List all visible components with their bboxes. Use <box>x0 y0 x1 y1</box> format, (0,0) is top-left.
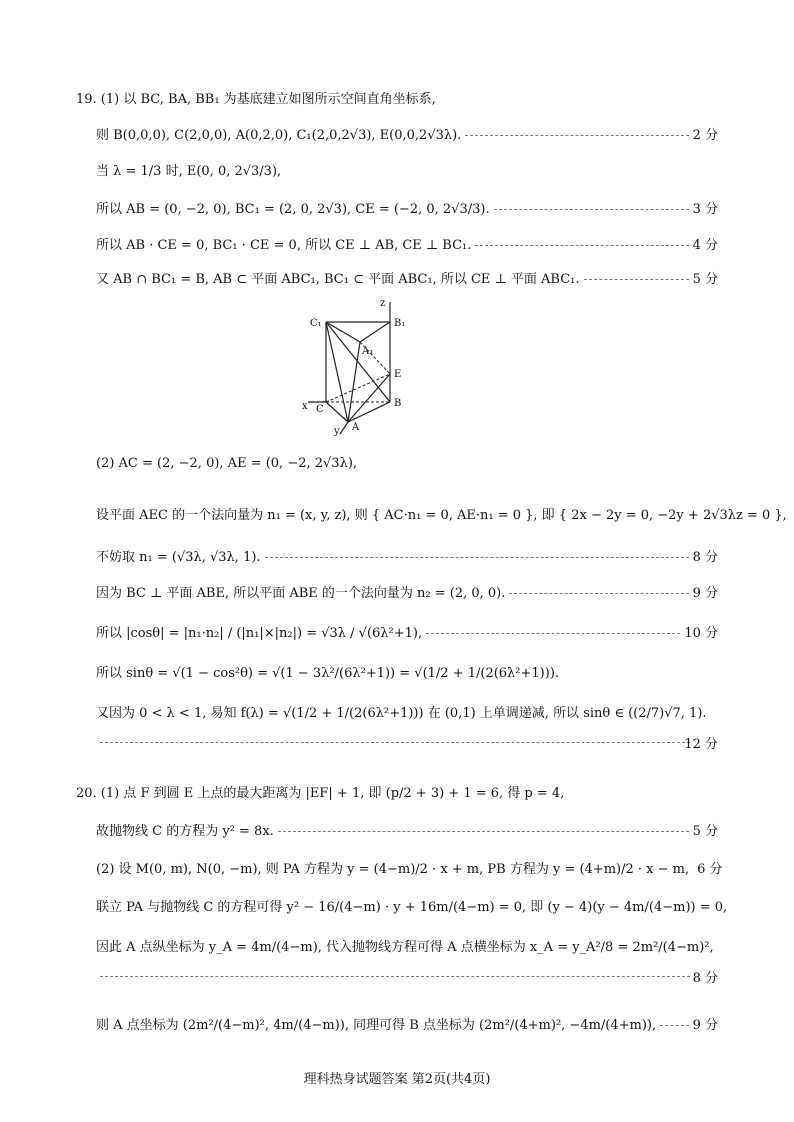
q19-line-9: 不妨取 n₁ = (√3λ, √3λ, 1). 8 分 <box>96 546 718 565</box>
score-points: 9 分 <box>692 1018 718 1033</box>
page-footer: 理科热身试题答案 第2页(共4页) <box>303 1072 491 1087</box>
label-x: x <box>302 401 308 412</box>
score-points: 10 分 <box>684 626 718 641</box>
q20-line-3: (2) 设 M(0, m), N(0, −m), 则 PA 方程为 y = (4−m)/2 · x + m, PB 方程为 y = (4+m)/2 · x − m, 6 分 <box>96 858 718 877</box>
score-points: 6 分 <box>697 862 723 877</box>
edge-a-b <box>348 402 390 422</box>
q20-line-1: 20. (1) 点 F 到圆 E 上点的最大距离为 |EF| + 1, 即 (p/2 + 3) + 1 = 6, 得 p = 4, <box>76 786 565 801</box>
dotted-leader <box>100 976 690 977</box>
label-b: B <box>394 398 402 409</box>
edge-c1-a1 <box>326 322 360 342</box>
q20-line-2: 故抛物线 C 的方程为 y² = 8x. 5 分 <box>96 820 718 839</box>
q19-line-5: 所以 AB · CE = 0, BC₁ · CE = 0, 所以 CE ⊥ AB, CE ⊥ BC₁. 4 分 <box>96 234 718 253</box>
q20-line-5: 因此 A 点纵坐标为 y_A = 4m/(4−m), 代入抛物线方程可得 A 点横坐标为 x_A = y_A²/8 = 2m²/(4−m)², <box>96 940 714 955</box>
dotted-leader <box>278 831 689 832</box>
edge-a1-b1 <box>360 322 390 342</box>
label-b1: B₁ <box>394 318 406 329</box>
dotted-leader <box>426 633 680 634</box>
score-points: 3 分 <box>692 202 718 217</box>
score-points: 5 分 <box>692 272 718 287</box>
label-c: C <box>316 404 324 415</box>
dotted-leader <box>465 135 688 136</box>
dotted-leader <box>100 742 690 743</box>
dotted-leader <box>584 279 689 280</box>
hidden-segment-c-e <box>326 374 390 402</box>
dotted-leader <box>494 209 689 210</box>
q19-line-11: 所以 |cosθ| = |n₁·n₂| / (|n₁|×|n₂|) = √3λ / √(6λ²+1), 10 分 <box>96 622 718 641</box>
dotted-leader <box>475 245 688 246</box>
label-a: A <box>352 422 360 433</box>
q19-line-7: (2) AC = (2, −2, 0), AE = (0, −2, 2√3λ), <box>96 456 358 471</box>
label-e: E <box>394 369 402 380</box>
score-points: 9 分 <box>692 586 718 601</box>
q20-line-7: 则 A 点坐标为 (2m²/(4−m)², 4m/(4−m)), 同理可得 B 点坐标为 (2m²/(4+m)², −4m/(4+m)), 9 分 <box>96 1014 718 1033</box>
q19-line-1: 19. (1) 以 BC, BA, BB₁ 为基底建立如图所示空间直角坐标系, <box>76 92 436 107</box>
q20-line-4: 联立 PA 与抛物线 C 的方程可得 y² − 16/(4−m) · y + 16m/(4−m) = 0, 即 (y − 4)(y − 4m/(4−m)) = 0, <box>96 900 728 915</box>
segment-c1-a <box>326 322 348 422</box>
q19-line-3: 当 λ = 1/3 时, E(0, 0, 2√3/3), <box>96 164 282 179</box>
dotted-leader <box>265 557 689 558</box>
score-points: 2 分 <box>692 128 718 143</box>
q19-line-8: 设平面 AEC 的一个法向量为 n₁ = (x, y, z), 则 { AC·n₁ = 0, AE·n₁ = 0 }, 即 { 2x − 2y = 0, −2y + 2√3λz = 0 }, <box>96 508 787 523</box>
segment-c1-b <box>326 322 390 402</box>
label-a1: A₁ <box>362 346 374 357</box>
dotted-leader <box>509 593 688 594</box>
dotted-leader <box>660 1025 688 1026</box>
label-c1: C₁ <box>310 318 322 329</box>
score-points: 12 分 <box>684 737 718 752</box>
y-axis <box>340 422 348 434</box>
score-points: 5 分 <box>692 824 718 839</box>
score-points: 8 分 <box>692 971 718 986</box>
q19-line-13: 又因为 0 < λ < 1, 易知 f(λ) = √(1/2 + 1/(2(6λ²+1))) 在 (0,1) 上单调递减, 所以 sinθ ∈ ((2/7)√7, 1). <box>96 706 707 721</box>
q19-line-10: 因为 BC ⊥ 平面 ABE, 所以平面 ABE 的一个法向量为 n₂ = (2, 0, 0). 9 分 <box>96 582 718 601</box>
score-points: 4 分 <box>692 238 718 253</box>
q19-line-12: 所以 sinθ = √(1 − cos²θ) = √(1 − 3λ²/(6λ²+1)) = √(1/2 + 1/(2(6λ²+1))). <box>96 666 560 681</box>
prism-figure <box>296 296 416 438</box>
label-y: y <box>334 426 340 437</box>
q19-line-2: 则 B(0,0,0), C(2,0,0), A(0,2,0), C₁(2,0,2√3), E(0,0,2√3λ). 2 分 <box>96 124 718 143</box>
q19-line-4: 所以 AB = (0, −2, 0), BC₁ = (2, 0, 2√3), CE = (−2, 0, 2√3/3). 3 分 <box>96 198 718 217</box>
q19-line-6: 又 AB ∩ BC₁ = B, AB ⊂ 平面 ABC₁, BC₁ ⊂ 平面 ABC₁, 所以 CE ⊥ 平面 ABC₁. 5 分 <box>96 268 718 287</box>
label-z: z <box>380 298 386 309</box>
score-points: 8 分 <box>692 550 718 565</box>
